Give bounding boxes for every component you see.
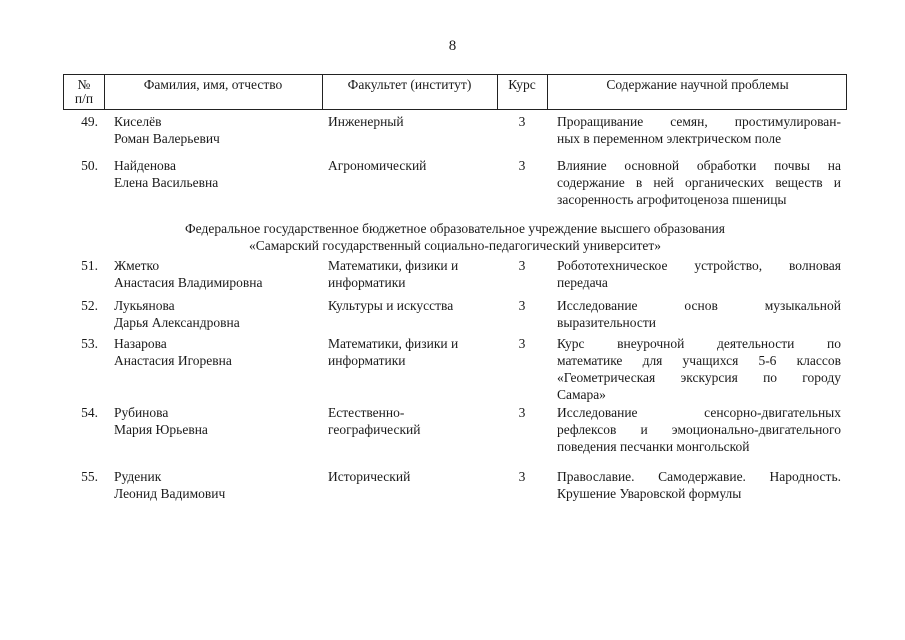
faculty [328,297,493,314]
course: 3 [518,469,526,484]
course: 3 [518,114,526,129]
faculty-line: Математики, физики и [328,258,459,273]
faculty-line: Математики, физики и [328,336,459,351]
research-topic-line: передача [557,275,608,290]
institution-heading [63,220,847,254]
row-number: 55. [81,469,98,484]
row-number: 52. [81,298,98,313]
page-number: 8 [448,38,457,54]
header-num-symbol: № [77,77,91,92]
research-topic [557,157,841,208]
research-topic-line: ных в переменном электрическом поле [557,131,782,146]
research-topic-line: засоренность агрофитоценоза пшеницы [557,192,787,207]
research-topic-line: Исследование сенсорно-двигательных [557,405,841,420]
research-topic-line: Проращивание семян, простимулирован- [557,114,841,129]
course: 3 [518,158,526,173]
research-topic [557,335,841,403]
faculty-line: Естественно- [328,405,405,420]
student-name-line: Киселёв [114,114,162,129]
student-name-line: Анастасия Владимировна [114,275,263,290]
table-header [63,74,847,110]
research-topic-line: Исследование основ музыкальной [557,298,841,313]
header-num [64,78,104,106]
research-topic-line: рефлексов и эмоционально-двигательного [557,422,841,437]
faculty-line: Агрономический [328,158,427,173]
faculty [328,335,493,369]
research-topic-line: Крушение Уваровской формулы [557,486,742,501]
research-topic-line: Влияние основной обработки почвы на [557,158,841,173]
student-name-line: Назарова [114,336,167,351]
row-number: 51. [81,258,98,273]
student-name-line: Елена Васильевна [114,175,219,190]
student-name [114,335,319,369]
student-name-line: Анастасия Игоревна [114,353,232,368]
research-topic-line: выразительности [557,315,656,330]
research-topic [557,113,841,147]
student-name-line: Лукьянова [114,298,175,313]
row-number: 50. [81,158,98,173]
course: 3 [518,258,526,273]
student-name-line: Роман Валерьевич [114,131,220,146]
research-topic-line: содержание в ней органических веществ и [557,175,841,190]
header-course: Курс [508,77,536,92]
course: 3 [518,336,526,351]
student-name [114,113,319,147]
student-name [114,257,319,291]
student-name [114,404,319,438]
research-topic [557,297,841,331]
research-topic-line: Самара» [557,387,606,402]
student-name-line: Леонид Вадимович [114,486,226,501]
row-number: 49. [81,114,98,129]
student-name [114,157,319,191]
research-topic [557,468,841,502]
faculty [328,157,493,174]
faculty [328,404,493,438]
faculty-line: Инженерный [328,114,404,129]
student-name-line: Жметко [114,258,160,273]
faculty [328,468,493,485]
header-name: Фамилия, имя, отчество [143,77,283,92]
research-topic-line: Православие. Самодержавие. Народность. [557,469,841,484]
faculty [328,113,493,130]
student-name-line: Дарья Александровна [114,315,240,330]
student-name [114,297,319,331]
header-topic: Содержание научной проблемы [606,77,789,92]
student-name-line: Мария Юрьевна [114,422,208,437]
research-topic-line: «Геометрическая экскурсия по городу [557,370,841,385]
header-num-abbr: п/п [74,91,94,106]
research-topic-line: математике для учащихся 5-6 классов [557,353,841,368]
institution-line-2: «Самарский государственный социально-педагогический университет» [249,238,661,253]
faculty [328,257,493,291]
student-name-line: Рубинова [114,405,169,420]
research-topic [557,404,841,455]
research-topic-line: Робототехническое устройство, волновая [557,258,841,273]
row-number: 54. [81,405,98,420]
faculty-line: Исторический [328,469,411,484]
faculty-line: информатики [328,275,406,290]
institution-line-1: Федеральное государственное бюджетное образовательное учреждение высшего образования [185,221,725,236]
faculty-line: географический [328,422,421,437]
course: 3 [518,298,526,313]
header-faculty: Факультет (институт) [347,77,472,92]
row-number: 53. [81,336,98,351]
student-name-line: Руденик [114,469,162,484]
faculty-line: Культуры и искусства [328,298,454,313]
student-name-line: Найденова [114,158,176,173]
research-topic [557,257,841,291]
research-topic-line: Курс внеурочной деятельности по [557,336,841,351]
course: 3 [518,405,526,420]
faculty-line: информатики [328,353,406,368]
research-topic-line: поведения песчанки монгольской [557,439,750,454]
student-name [114,468,319,502]
